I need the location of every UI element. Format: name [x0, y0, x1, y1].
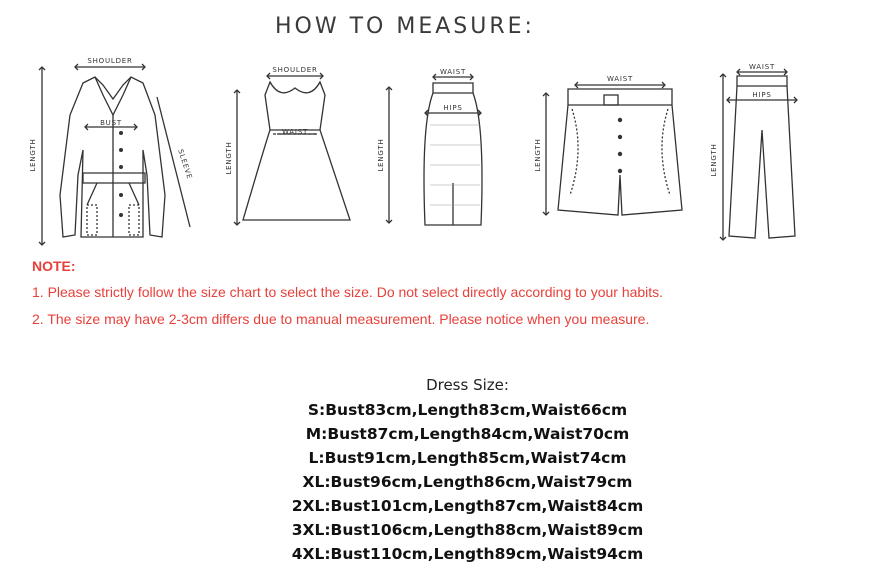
dress-illustration	[225, 60, 355, 235]
size-row-l: L:Bust91cm,Length85cm,Waist74cm	[308, 449, 627, 467]
jacket-length-label: LENGTH	[29, 138, 37, 172]
pants-hips-label: HIPS	[752, 91, 772, 99]
jacket-diagram	[25, 55, 205, 250]
dress-diagram	[225, 60, 355, 235]
dress-waist-label: WAIST	[281, 128, 309, 136]
size-chart	[240, 374, 695, 566]
size-chart-title: Dress Size:	[426, 376, 509, 394]
note-heading: NOTE:	[32, 258, 76, 274]
pants-diagram	[705, 60, 815, 245]
size-row-xl: XL:Bust96cm,Length86cm,Waist79cm	[302, 473, 633, 491]
size-row-3xl: 3XL:Bust106cm,Length88cm,Waist89cm	[291, 521, 644, 539]
jacket-sleeve-label: SLEEVE	[176, 148, 194, 181]
skirt-length-label: LENGTH	[377, 138, 385, 172]
pants-illustration	[705, 60, 815, 245]
dress-length-label: LENGTH	[225, 141, 233, 175]
size-row-m: M:Bust87cm,Length84cm,Waist70cm	[305, 425, 630, 443]
skirt-illustration	[375, 65, 495, 235]
pants-length-label: LENGTH	[710, 143, 718, 177]
size-row-2xl: 2XL:Bust101cm,Length87cm,Waist84cm	[291, 497, 644, 515]
shorts-waist-label: WAIST	[606, 75, 634, 83]
shorts-length-label: LENGTH	[534, 138, 542, 172]
jacket-illustration	[25, 55, 205, 250]
jacket-shoulder-label: SHOULDER	[87, 57, 133, 65]
dress-shoulder-label: SHOULDER	[272, 66, 318, 74]
pants-waist-label: WAIST	[748, 63, 776, 71]
note-line-2: 2. The size may have 2-3cm differs due to manual measurement. Please notice when you measure.	[32, 311, 650, 327]
shorts-illustration	[530, 65, 700, 225]
jacket-bust-label: BUST	[100, 119, 122, 127]
skirt-hips-label: HIPS	[443, 104, 463, 112]
page-title: HOW TO MEASURE:	[275, 14, 535, 39]
size-row-s: S:Bust83cm,Length83cm,Waist66cm	[307, 401, 628, 419]
note-line-1: 1. Please strictly follow the size chart to select the size. Do not select directly according to your habits.	[32, 284, 664, 300]
size-row-4xl: 4XL:Bust110cm,Length89cm,Waist94cm	[291, 545, 644, 563]
skirt-diagram	[375, 65, 495, 235]
skirt-waist-label: WAIST	[439, 68, 467, 76]
shorts-diagram	[530, 65, 700, 225]
